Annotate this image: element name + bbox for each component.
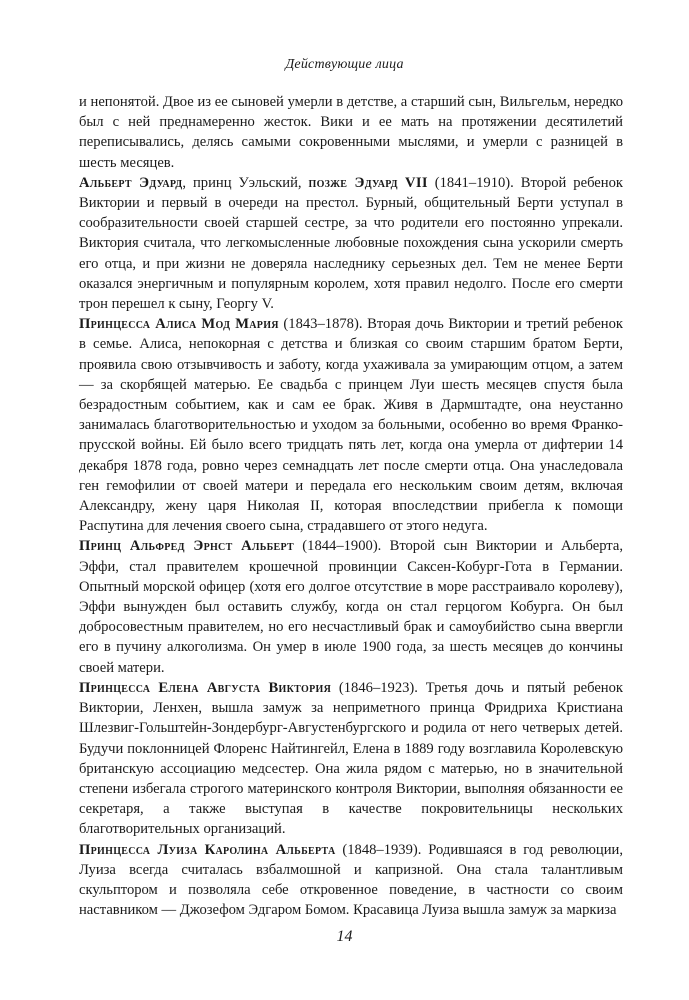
entry-albert-edward (79, 173, 623, 314)
entry-text: (1841–1910). Второй ребенок Виктории и первый в очереди на престол. Бурный, общительный Берти уступал в сообразительности своей старшей сестре, за что родители его постоянно упрекали. Виктория считала, что легкомысленные любовные похождения сына ускорили смерть его отца, и при жизни не доверяла наследнику серьезных дел. Тем не менее Берти оказался энергичным и популярным королем, хотя правил недолго. После его смерти трон перешел к сыну, Георгу V. (79, 174, 623, 313)
entry-name-later: позже Эдуард VII (308, 174, 428, 191)
entry-text: (1844–1900). Второй сын Виктории и Альберта, Эффи, стал правителем крошечной провинции Саксен-Кобург-Гота в Германии. Опытный морской офицер (хотя его долгое отсутствие в море расстраивало королеву), Эффи вынужден был оставить службу, когда он стал герцогом Кобурга. Он был добросовестным правителем, но его несчастливый брак и самоубийство сына ввергли его в пучину алкоголизма. Он умер в июле 1900 года, за шесть месяцев до кончины своей матери. (79, 538, 623, 676)
entry-name: Альберт Эдуард (79, 174, 183, 191)
running-header: Действующие лица (285, 57, 404, 72)
entry-name: Принцесса Алиса Мод Мария (79, 316, 279, 333)
entry-title: , принц Уэльский, (182, 174, 309, 191)
page-body (79, 92, 623, 920)
entry-alfred (79, 536, 623, 677)
entry-text: (1843–1878). Вторая дочь Виктории и третий ребенок в семье. Алиса, непокорная с детства и близкая со своим старшим братом Берти, проявила свою отзывчивость и заботу, когда ухаживала за умирающим отцом, а затем — за скорбящей матерью. Ее свадьба с принцем Луи шесть месяцев спустя была безрадостным событием, как и сам ее брак. Живя в Дармштадте, она неустанно занималась благотворительностью и уходом за больными, особенно во время Франко-прусской войны. Ей было всего тридцать пять лет, когда она умерла от дифтерии 14 декабря 1878 года, ровно через семнадцать лет после смерти отца. Она унаследовала ген гемофилии от своей матери и передала его нескольким своим детям, включая Александру, жену царя Николая II, которая впоследствии прибегла к помощи Распутина для лечения своего сына, страдавшего от этого недуга. (79, 316, 623, 535)
entry-text: (1846–1923). Третья дочь и пятый ребенок Виктории, Ленхен, вышла замуж за неприметного принца Фридриха Кристиана Шлезвиг-Гольштейн-Зондербург-Августенбургского и родила от него четверых детей. Будучи поклонницей Флоренс Найтингейл, Елена в 1889 году возглавила Королевскую британскую ассоциацию медсестер. Она жила рядом с матерью, но в значительной степени избегала строгого материнского контроля Виктории, выполняя обязанности ее секретаря, а также выступая в качестве покровительницы нескольких благотворительных организаций. (79, 679, 624, 838)
continuation-paragraph: и непонятой. Двое из ее сыновей умерли в детстве, а старший сын, Вильгельм, нередко был с ней преднамеренно жесток. Вики и ее мать на протяжении десятилетий переписывались, делясь самыми сокровенными мыслями, и умерли с разницей в шесть месяцев. (79, 94, 623, 171)
entry-name: Принц Альфред Эрнст Альберт (79, 538, 295, 555)
entry-name: Принцесса Луиза Каролина Альберта (79, 841, 336, 858)
page-number: 14 (336, 928, 353, 945)
entry-louise (79, 840, 623, 921)
entry-name: Принцесса Елена Августа Виктория (79, 679, 332, 696)
entry-alice (79, 314, 623, 536)
entry-helena (79, 678, 623, 840)
entry-text: (1848–1939). Родившаяся в год революции, Луиза всегда считалась взбалмошной и капризной. Она стала талантливым скульптором и позволяла себе откровенное поведение, в частности со своим наставником — Джозефом Эдгаром Бомом. Красавица Луиза вышла замуж за маркиза (79, 841, 623, 919)
